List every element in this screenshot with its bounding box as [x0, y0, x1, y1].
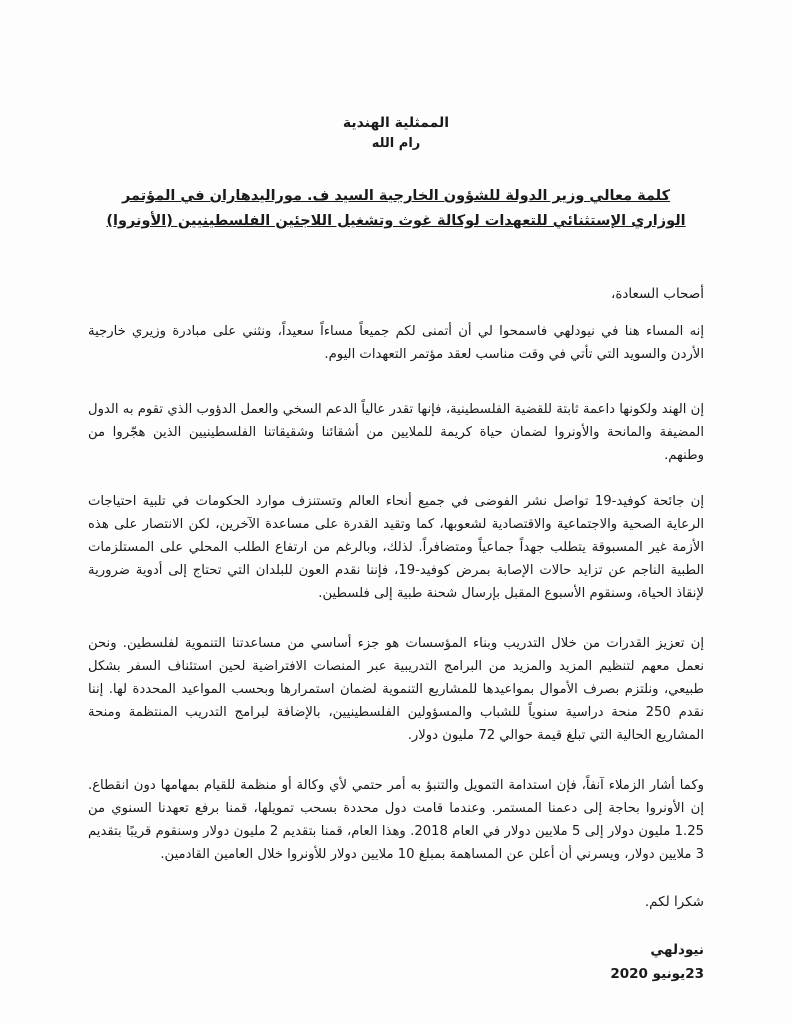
speech-title: كلمة معالي وزير الدولة للشؤون الخارجية السيد ف. موراليدهاران في المؤتمر الوزاري الإستثنائي للتعهدات لوكالة غوث وتشغيل اللاجئين الفلسطينيين (الأونروا) — [106, 188, 686, 229]
signature-place: نيودلهي — [650, 942, 704, 958]
paragraph-covid: إن جائحة كوفيد-19 تواصل نشر الفوضى في جميع أنحاء العالم وتستنزف موارد الحكومات في تلبية احتياجات الرعاية الصحية والاجتماعية والاقتصادية لشعوبها، كما وتقيد القدرة على مساعدة الآخرين، لكن الانتصار على هذه الأزمة غير المسبوقة يتطلب جهداً جماعياً ومتضافراً. لذلك، وبالرغم من ارتفاع الطلب المحلي على المستلزمات الطبية الناجم عن تزايد حالات الإصابة بمرض كوفيد-19، فإننا نقدم العون للبلدان التي تحتاج إلى أدوية ضرورية لإنقاذ الحياة، وسنقوم الأسبوع المقبل بإرسال شحنة طبية إلى فلسطين. — [88, 494, 704, 601]
paragraph-opening: إنه المساء هنا في نيودلهي فاسمحوا لي أن أتمنى لكم جميعاً مساءاً سعيداً، ونثني على مبادرة وزيري خارجية الأردن والسويد التي تأتي في وقت مناسب لعقد مؤتمر التعهدات اليوم. — [88, 324, 704, 362]
paragraph-support: إن الهند ولكونها داعمة ثابتة للقضية الفلسطينية، فإنها تقدر عالياً الدعم السخي والعمل الدؤوب الذي تقوم به الدول المضيفة والمانحة والأونروا لضمان حياة كريمة للملايين من أشقائنا وشقيقاتنا الفلسطينيين الذين هجّروا من وطنهم. — [88, 402, 704, 463]
paragraph-capacity-building: إن تعزيز القدرات من خلال التدريب وبناء المؤسسات هو جزء أساسي من مساعدتنا التنموية لفلسطين. ونحن نعمل معهم لتنظيم المزيد والمزيد من البرامج التدريبية عبر المنصات الافتراضية لحين استئناف السفر بشكل طبيعي، ونلتزم بصرف الأموال بمواعيدها للمشاريع التنموية لضمان استمرارها وبحسب المواعيد المحددة لها. إننا نقدم 250 منحة دراسية سنوياً للشباب والمسؤولين الفلسطينيين، بالإضافة لبرامج التدريب المنتظمة ومنحة المشاريع الحالية التي تبلغ قيمة حوالي 72 مليون دولار. — [88, 636, 704, 743]
city-name: رام الله — [371, 136, 421, 151]
organization-name: الممثلية الهندية — [342, 115, 450, 131]
paragraph-funding: وكما أشار الزملاء آنفاً، فإن استدامة التمويل والتنبؤ به أمر حتمي لأي وكالة أو منظمة للقيام بمهامها دون انقطاع. إن الأونروا بحاجة إلى دعمنا المستمر. وعندما قامت دول محددة بسحب تمويلها، قمنا برفع تعهدنا السنوي من 1.25 مليون دولار إلى 5 ملايين دولار في العام 2018. وهذا العام، قمنا بتقديم 2 مليون دولار وسنقوم قريبًا بتقديم 3 ملايين دولار، ويسرني أن أعلن عن المساهمة بمبلغ 10 ملايين دولار للأونروا خلال العامين القادمين. — [88, 778, 705, 862]
salutation: أصحاب السعادة، — [610, 286, 704, 302]
signature-date: 23يونيو 2020 — [610, 966, 704, 982]
letterhead — [0, 112, 792, 154]
closing-thanks: شكرا لكم. — [644, 894, 704, 910]
